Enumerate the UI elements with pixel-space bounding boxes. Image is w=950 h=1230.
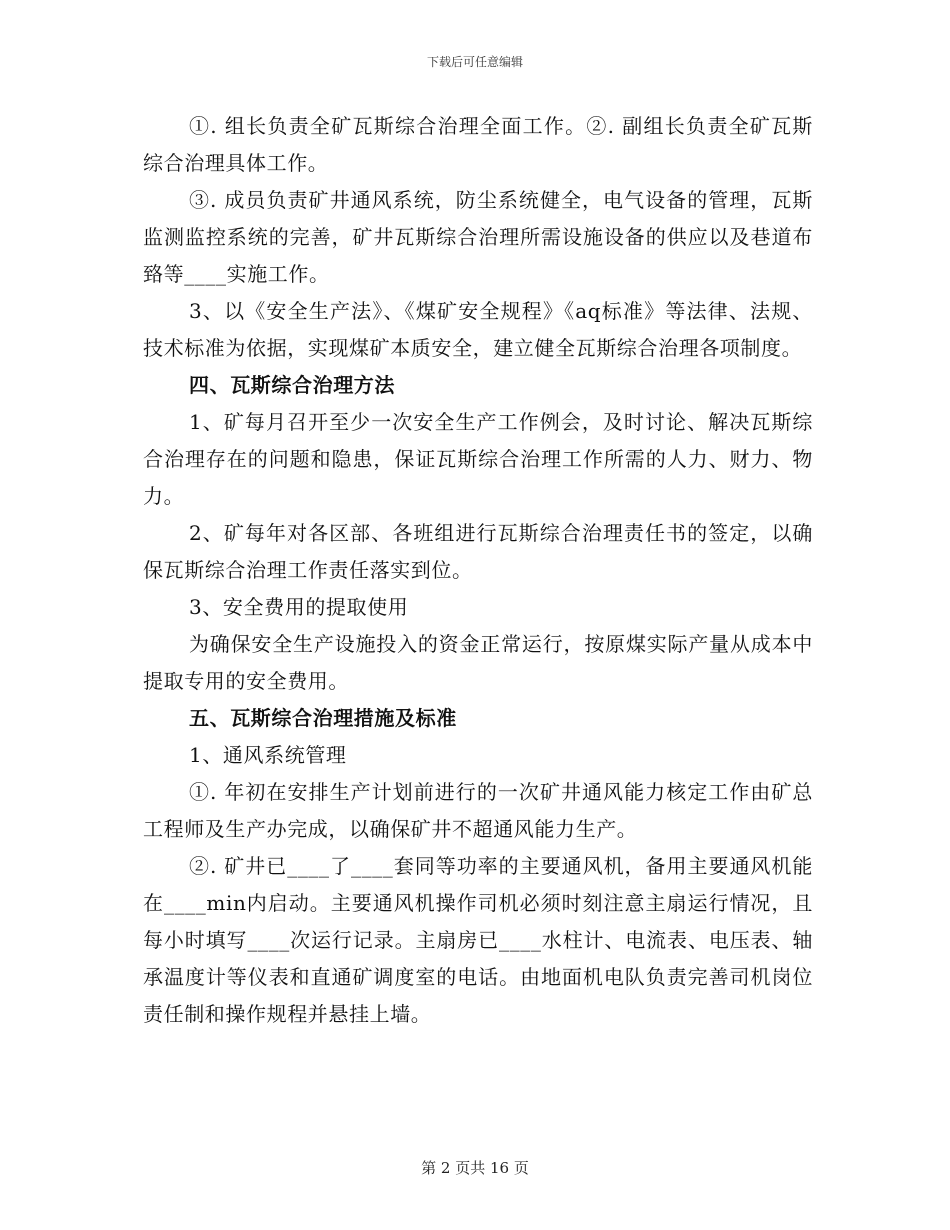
paragraph-safety-fee: 为确保安全生产设施投入的资金正常运行，按原煤实际产量从成本中提取专用的安全费用。	[143, 632, 813, 693]
paragraph-safety-fee-title: 3、安全费用的提取使用	[189, 595, 409, 619]
document-body	[143, 108, 813, 1033]
page-header: 下载后可任意编辑	[426, 55, 523, 69]
paragraph-main-fan: ②. 矿井已____了____套同等功率的主要通风机，备用主要通风机能在____min内启动。主要通风机操作司机必须时刻注意主扇运行情况，且每小时填写____次运行记录。主扇房已____水柱计、电流表、电压表、轴承温度计等仪表和直通矿调度室的电话。由地面机电队负责完善司机岗位责任制和操作规程并悬挂上墙。	[143, 854, 813, 1026]
paragraph-ventilation-title: 1、通风系统管理	[189, 743, 347, 767]
paragraph-monthly-meeting: 1、矿每月召开至少一次安全生产工作例会，及时讨论、解决瓦斯综合治理存在的问题和隐患，保证瓦斯综合治理工作所需的人力、财力、物力。	[143, 410, 813, 508]
page-footer: 第 2 页共 16 页	[421, 1159, 529, 1177]
section-heading-methods: 四、瓦斯综合治理方法	[189, 373, 395, 397]
paragraph-ventilation-capacity: ①. 年初在安排生产计划前进行的一次矿井通风能力核定工作由矿总工程师及生产办完成，以确保矿井不超通风能力生产。	[143, 780, 813, 841]
paragraph-responsibility-letter: 2、矿每年对各区部、各班组进行瓦斯综合治理责任书的签定，以确保瓦斯综合治理工作责任落实到位。	[143, 521, 813, 582]
section-heading-measures: 五、瓦斯综合治理措施及标准	[189, 706, 457, 730]
paragraph-member-duties: ③. 成员负责矿井通风系统，防尘系统健全，电气设备的管理，瓦斯监测监控系统的完善，矿井瓦斯综合治理所需设施设备的供应以及巷道布臵等____实施工作。	[143, 188, 813, 286]
paragraph-legal-basis: 3、以《安全生产法》、《煤矿安全规程》《aq标准》等法律、法规、技术标准为依据，实现煤矿本质安全，建立健全瓦斯综合治理各项制度。	[143, 299, 813, 360]
paragraph-team-duties: ①. 组长负责全矿瓦斯综合治理全面工作。②. 副组长负责全矿瓦斯综合治理具体工作。	[143, 114, 813, 175]
